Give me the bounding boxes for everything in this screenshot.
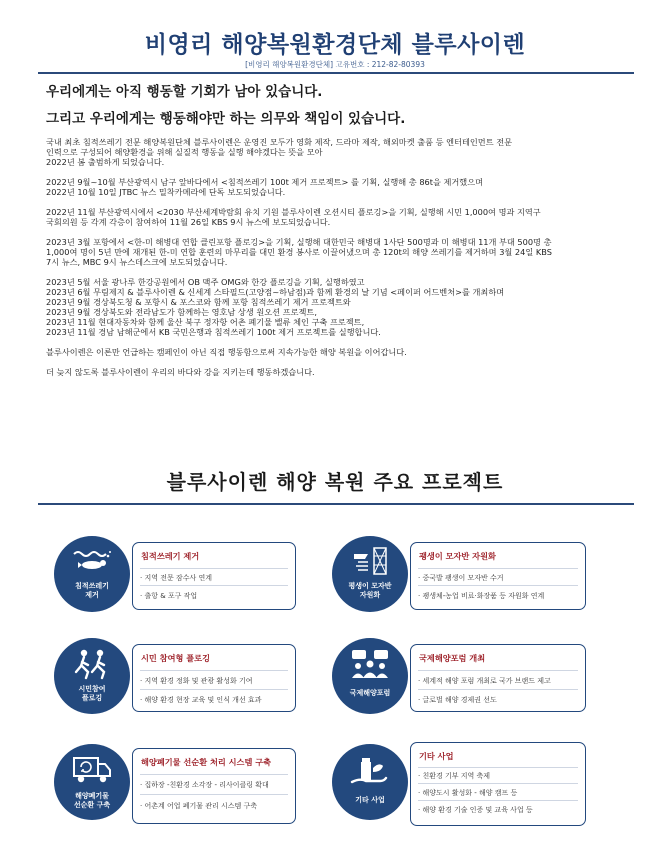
circle-label: 평생이 모자반 [348, 582, 392, 590]
divider [418, 800, 578, 801]
paragraph-line: 2023년 11월 경남 남해군에서 KB 국민은행과 침적쓰레기 100t 제거 프로젝트를 실행합니다. [46, 327, 381, 337]
project-item: · 글로벌 해양 경제권 선도 [418, 696, 497, 704]
project-title: 침적쓰레기 제거 [141, 551, 200, 561]
truck-icon [72, 754, 112, 788]
circle-label: 기타 사업 [355, 796, 385, 804]
paragraph-line: 더 늦지 않도록 블루사이렌이 우리의 바다와 강을 지키는데 행동하겠습니다. [46, 367, 315, 377]
project-item: · 집하장 -친환경 소각장 - 리사이클링 확대 [140, 781, 269, 789]
paragraph-line: 2023년 9월 경상북도와 전라남도가 함께하는 영호남 상생 원오션 프로젝트, [46, 307, 317, 317]
project-item: · 지역 환경 정화 및 관광 활성화 기여 [140, 677, 253, 685]
org-registration [0, 59, 670, 70]
project-item: · 출항 & 포구 작업 [140, 592, 198, 600]
circle-label: 국제해양포럼 [349, 689, 391, 697]
paragraph [46, 347, 626, 357]
projects-section-title: 블루사이렌 해양 복원 주요 프로젝트 [166, 470, 504, 494]
circle-label: 시민참여 [78, 685, 106, 693]
project-circle [54, 536, 130, 612]
paragraph-line: 2022년 10월 10일 JTBC 뉴스 밀착카메라에 단독 보도되었습니다. [46, 187, 286, 197]
divider [418, 585, 578, 586]
paragraph-line: 2023년 3월 포항에서 <한-미 해병대 연합 클린포항 플로깅>을 기획, 실행해 대한민국 해병대 1사단 500명과 미 해병대 11개 부대 500명 총 [46, 237, 552, 247]
project-item: · 어촌계 어업 폐기물 관리 시스템 구축 [140, 802, 258, 810]
project-circle [332, 536, 408, 612]
forum-icon [350, 648, 390, 682]
project-title: 시민 참여형 플로깅 [141, 653, 210, 663]
divider [140, 774, 288, 775]
paragraph [46, 367, 626, 377]
paragraph-line: 7시 뉴스, MBC 9시 뉴스데스크에 보도되었습니다. [46, 257, 228, 267]
headline-1: 우리에게는 아직 행동할 기회가 남아 있습니다. [46, 84, 323, 100]
project-title: 국제해양포럼 개최 [419, 653, 486, 663]
circle-label: 침적쓰레기 [75, 582, 109, 590]
circle-label: 제거 [85, 591, 99, 599]
project-box [132, 748, 296, 824]
paragraph-line: 2022년 봄 출범하게 되었습니다. [46, 157, 165, 167]
paragraph [46, 237, 626, 267]
divider [140, 585, 288, 586]
divider [140, 794, 288, 795]
top-divider [38, 72, 634, 74]
project-title: 해양폐기물 선순환 처리 시스템 구축 [141, 757, 272, 767]
project-item: · 해양도시 활성화 - 해양 캠프 등 [418, 789, 518, 797]
divider [418, 568, 578, 569]
divider [140, 689, 288, 690]
project-box [132, 542, 296, 610]
project-item: · 괭생체-농업 비료·화장품 등 자원화 연계 [418, 592, 545, 600]
circle-label: 자원화 [359, 591, 381, 599]
net-icon [350, 546, 390, 580]
paragraph [46, 207, 626, 227]
section-divider [38, 503, 634, 505]
paragraph [46, 137, 626, 167]
circle-label: 플로깅 [81, 694, 103, 702]
paragraph-line: 2022년 11월 부산광역시에서 <2030 부산세계박람회 유치 기원 블루사이렌 오션시티 플로깅>을 기획, 실행해 시민 1,000여 명과 지역구 [46, 207, 541, 217]
paragraph [46, 277, 626, 337]
hand-bottle-icon [350, 754, 390, 788]
diver-icon [72, 546, 112, 576]
project-box [410, 542, 586, 610]
paragraph-line: 2023년 5월 서울 광나루 한강공원에서 OB 맥주 OMG와 한강 플로깅을 기획, 실행하였고 [46, 277, 365, 287]
paragraph-line: 2023년 6월 무림제지 & 블루사이렌 & 신세계 스타필드(고양점~하남점)과 함께 환경의 날 기념 <페이퍼 어드벤처>를 개최하며 [46, 287, 505, 297]
divider [418, 783, 578, 784]
paragraph-line: 2022년 9월~10월 부산광역시 남구 앞바다에서 <침적쓰레기 100t 제거 프로젝트> 를 기획, 실행해 총 86t을 제거했으며 [46, 177, 484, 187]
paragraph-line: 국내 최초 침적쓰레기 전문 해양복원단체 블루사이렌은 운영진 모두가 영화 제작, 드라마 제작, 해외마켓 출품 등 엔터테인먼트 전문 [46, 137, 513, 147]
paragraph-line: 블루사이렌은 이론만 언급하는 캠페인이 아닌 직접 행동함으로써 지속가능한 해양 복원을 이어갑니다. [46, 347, 407, 357]
paragraph-line: 국회의원 등 각계 각층이 참여하여 11월 26일 KBS 9시 뉴스에 보도되었습니다. [46, 217, 331, 227]
project-circle [54, 638, 130, 714]
org-id: 고유번호 : 212-82-80393 [335, 60, 425, 69]
project-title: 기타 사업 [419, 751, 454, 761]
project-box [410, 742, 586, 826]
project-item: · 해양 환경 현장 교육 및 인식 개선 효과 [140, 696, 262, 704]
project-box [410, 644, 586, 712]
divider [140, 670, 288, 671]
paragraph-line: 2023년 11월 현대자동차와 함께 울산 북구 정자항 어촌 폐기물 밸류 체인 구축 프로젝트, [46, 317, 365, 327]
divider [418, 767, 578, 768]
project-item: · 세계적 해양 포럼 개최로 국가 브랜드 제고 [418, 677, 551, 685]
project-circle [332, 744, 408, 820]
page-title: 비영리 해양복원환경단체 블루사이렌 [144, 32, 526, 58]
circle-label: 선순환 구축 [73, 801, 111, 809]
org-type: [비영리 해양복원환경단체] [245, 60, 334, 69]
runners-icon [72, 648, 112, 682]
project-box [132, 644, 296, 712]
project-circle [332, 638, 408, 714]
circle-label: 해양폐기물 [75, 792, 109, 800]
headline-2: 그리고 우리에게는 행동해야만 하는 의무와 책임이 있습니다. [46, 111, 406, 127]
divider [418, 670, 578, 671]
paragraph-line: 인력으로 구성되어 해양환경을 위해 실질적 행동을 실행 해야겠다는 뜻을 모아 [46, 147, 323, 157]
project-title: 괭생이 모자반 자원화 [419, 551, 496, 561]
project-circle [54, 744, 130, 820]
paragraph [46, 177, 626, 197]
divider [418, 689, 578, 690]
intro-body [46, 137, 626, 387]
project-item: · 해양 환경 기술 인증 및 교육 사업 등 [418, 806, 533, 814]
paragraph-line: 1,000여 명이 5년 만에 재개된 한-미 연합 훈련의 마무리를 대민 환경 봉사로 이끌어냈으며 총 120t의 해양 쓰레기를 제거하며 3월 24일 KBS [46, 247, 552, 257]
project-item: · 친환경 기부 지역 축제 [418, 772, 490, 780]
project-item: · 중국발 괭생이 모자반 수거 [418, 574, 504, 582]
divider [140, 568, 288, 569]
project-item: · 지역 전문 잠수사 연계 [140, 574, 212, 582]
paragraph-line: 2023년 9월 경상북도청 & 포항시 & 포스코와 함께 포항 침적쓰레기 제거 프로젝트와 [46, 297, 351, 307]
